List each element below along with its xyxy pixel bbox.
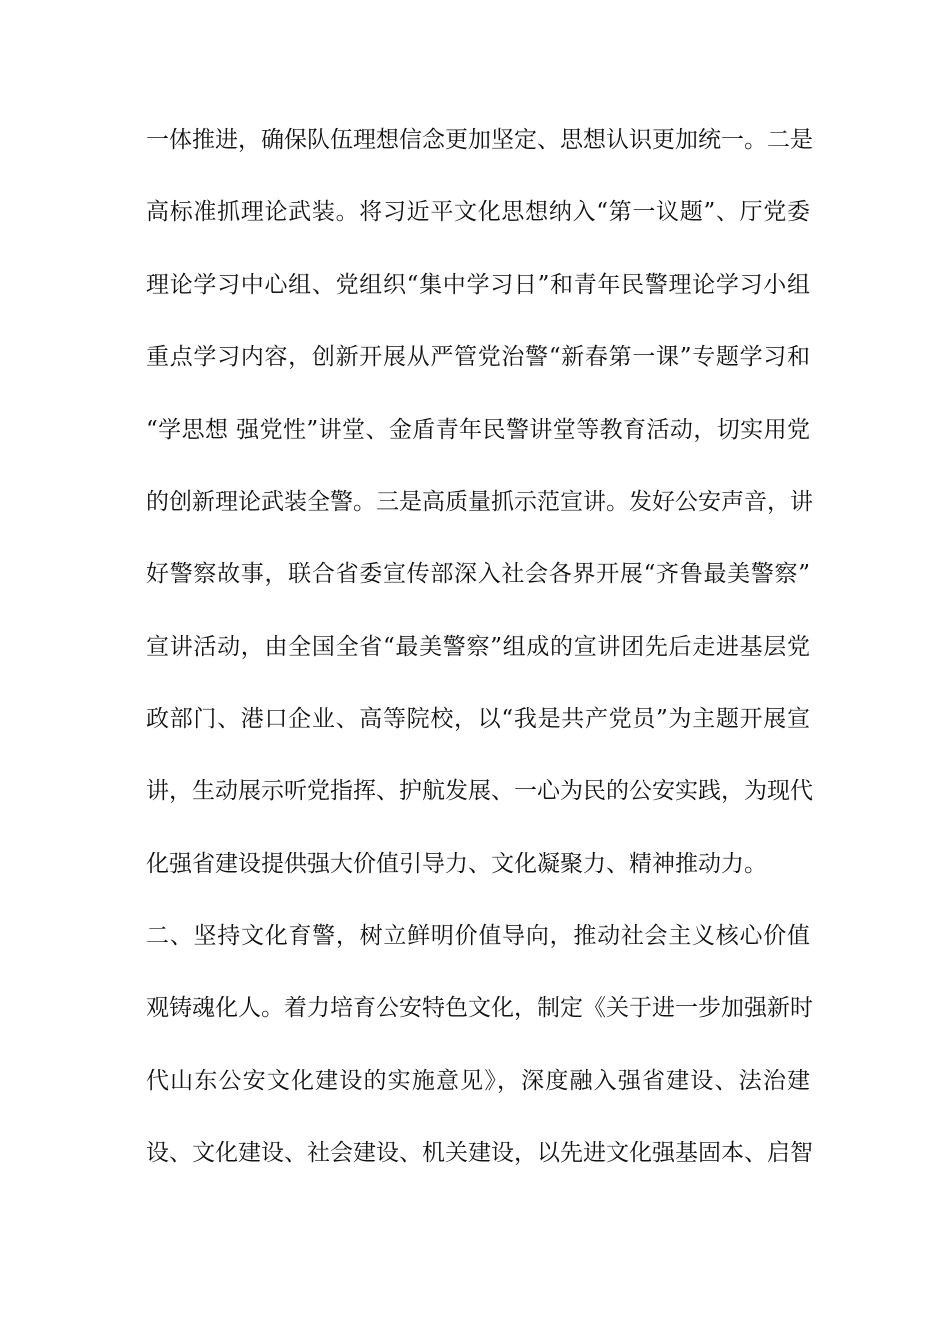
text-line-4: 重点学习内容，创新开展从严管党治警“新春第一课”专题学习和 (146, 344, 810, 370)
text-line-10: 讲，生动展示听党指挥、护航发展、一心为民的公安实践，为现代 (146, 778, 813, 804)
text-line-14: 代山东公安文化建设的实施意见》，深度融入强省建设、法治建 (146, 1068, 810, 1094)
text-line-5: “学思想 强党性”讲堂、金盾青年民警讲堂等教育活动，切实用党 (146, 417, 810, 443)
text-line-1: 一体推进，确保队伍理想信念更加坚定、思想认识更加统一。二是 (146, 127, 813, 153)
text-line-13: 观铸魂化人。着力培育公安特色文化，制定《关于进一步加强新时 (146, 995, 813, 1021)
text-line-8: 宣讲活动，由全国全省“最美警察”组成的宣讲团先后走进基层党 (146, 634, 810, 660)
text-line-6: 的创新理论武装全警。三是高质量抓示范宣讲。发好公安声音，讲 (146, 489, 813, 515)
text-line-11: 化强省建设提供强大价值引导力、文化凝聚力、精神推动力。 (146, 851, 767, 877)
text-line-15: 设、文化建设、社会建设、机关建设，以先进文化强基固本、启智 (146, 1140, 813, 1166)
text-line-3: 理论学习中心组、党组织“集中学习日”和青年民警理论学习小组 (146, 272, 810, 298)
text-line-12: 二、坚持文化育警，树立鲜明价值导向，推动社会主义核心价值 (146, 923, 810, 949)
text-line-7: 好警察故事，联合省委宣传部深入社会各界开展“齐鲁最美警察” (146, 561, 810, 587)
text-line-2: 高标准抓理论武装。将习近平文化思想纳入“第一议题”、厅党委 (146, 199, 810, 225)
text-line-9: 政部门、港口企业、高等院校，以“我是共产党员”为主题开展宣 (146, 706, 810, 732)
